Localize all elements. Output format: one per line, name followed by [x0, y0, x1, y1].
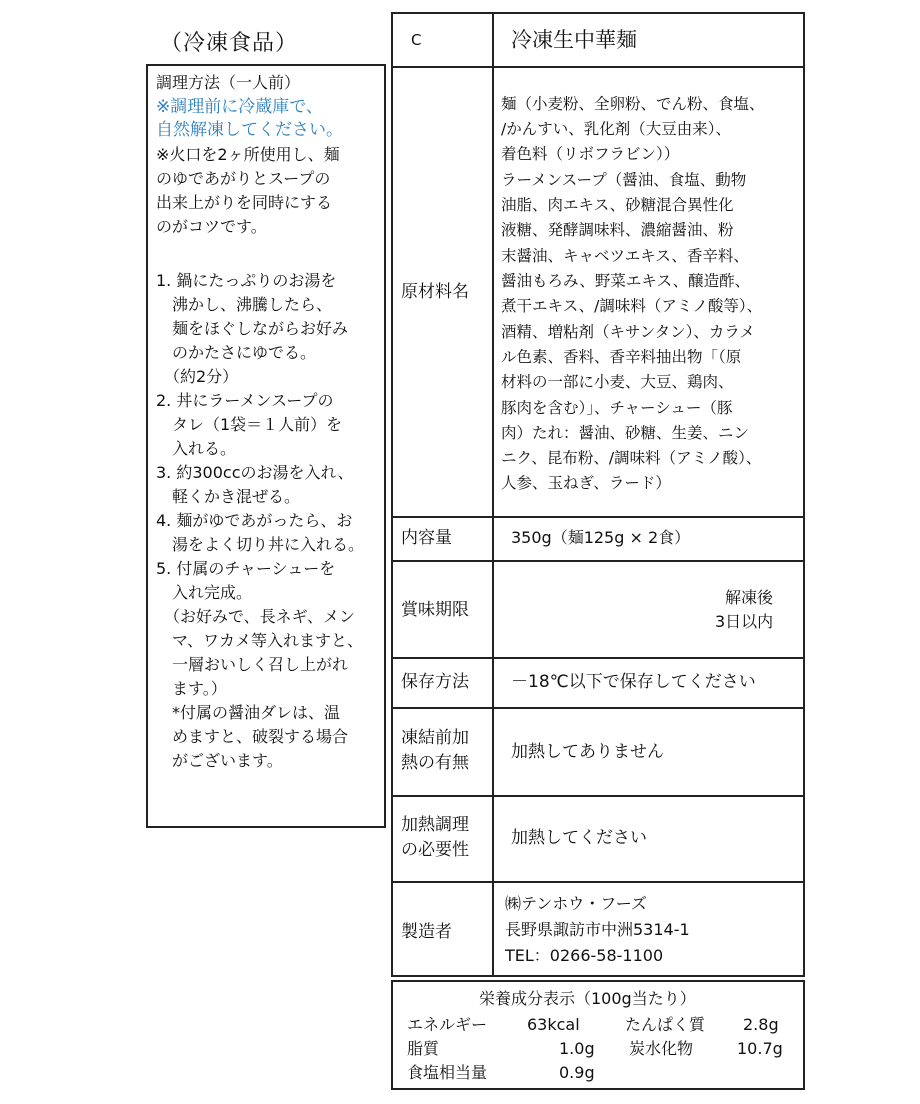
preheat-label: 熱の有無	[401, 753, 469, 773]
row-divider	[393, 795, 803, 797]
header-label: C	[411, 31, 422, 49]
cooking-tip-line: のがコツです。	[156, 217, 267, 236]
protein-value: 2.8g	[743, 1015, 779, 1034]
ingredient-line: 酒精、増粘剤（キサンタン）、カラメ	[501, 323, 755, 341]
cooking-step-line: 麺をほぐしながらお好み	[156, 319, 349, 338]
cooking-step-line: 入れる。	[156, 439, 237, 458]
ingredient-line: 着色料（リボフラビン））	[501, 145, 680, 163]
cooking-step-line: 4. 麺がゆであがったら、お	[156, 511, 353, 530]
content-value: 350g（麺125g × 2食）	[511, 528, 691, 547]
cooking-step-line: ます。）	[156, 679, 227, 698]
cooking-step-line: 1. 鍋にたっぷりのお湯を	[156, 271, 337, 290]
cooking-step-line: マ、ワカメ等入れますと、	[156, 631, 364, 650]
cooking-step-line: 3. 約300ccのお湯を入れ、	[156, 463, 354, 482]
heating-label: 加熱調理	[401, 815, 469, 835]
nutrition-title: 栄養成分表示（100g当たり）	[479, 989, 696, 1008]
cooking-step-line: （約2分）	[156, 367, 239, 386]
ingredient-line: ル色素、香料、香辛料抽出物「（原	[501, 348, 742, 366]
cooking-step-line: *付属の醤油ダレは、温	[156, 703, 341, 722]
cooking-title: 調理方法（一人前）	[156, 73, 301, 92]
expiry-line: 3日以内	[715, 612, 774, 631]
preheat-label: 凍結前加	[401, 728, 469, 748]
content-label: 内容量	[401, 528, 452, 548]
cooking-step-line: 入れ完成。	[156, 583, 253, 602]
storage-label: 保存方法	[401, 672, 469, 692]
cooking-step-line: 湯をよく切り丼に入れる。	[156, 535, 365, 554]
maker-label: 製造者	[401, 922, 452, 942]
carb-label: 炭水化物	[629, 1039, 694, 1058]
maker-line: TEL：0266-58-1100	[505, 946, 664, 965]
expiry-label: 賞味期限	[401, 600, 469, 620]
ingredient-line: 材料の一部に小麦、大豆、鶏肉、	[501, 373, 734, 391]
product-name: 冷凍生中華麺	[511, 28, 637, 52]
frozen-food-label: （冷凍食品）	[160, 31, 299, 56]
maker-line: ㈱テンホウ・フーズ	[505, 894, 647, 913]
cooking-tip-line: ※火口を2ヶ所使用し、麺	[156, 145, 340, 164]
cooking-step-line: 沸かし、沸騰したら、	[156, 295, 333, 314]
carb-value: 10.7g	[737, 1039, 783, 1058]
ingredient-line: 煮干エキス、/調味料（アミノ酸等）、	[501, 297, 763, 315]
cooking-instructions-box	[146, 64, 386, 828]
row-divider	[393, 657, 803, 659]
cooking-notice-line: 自然解凍してください。	[156, 120, 343, 140]
salt-value: 0.9g	[559, 1063, 595, 1082]
cooking-step-line: 2. 丼にラーメンスープの	[156, 391, 334, 410]
cooking-step-line: がございます。	[156, 751, 283, 770]
ingredient-line: ニク、昆布粉、/調味料（アミノ酸）、	[501, 449, 762, 467]
preheat-value: 加熱してありません	[511, 742, 664, 762]
cooking-notice-line: ※調理前に冷蔵庫で、	[156, 97, 323, 117]
ingredient-line: ラーメンスープ（醤油、食塩、動物	[501, 171, 747, 189]
row-divider	[393, 516, 803, 518]
ingredient-line: 豚肉を含む）」、チャーシュー（豚	[501, 399, 733, 417]
cooking-step-line: タレ（1袋＝１人前）を	[156, 415, 343, 434]
ingredients-label: 原材料名	[401, 282, 469, 302]
energy-value: 63kcal	[527, 1015, 580, 1034]
fat-value: 1.0g	[559, 1039, 595, 1058]
storage-value: －18℃以下で保存してください	[511, 672, 756, 692]
maker-line: 長野県諏訪市中洲5314-1	[505, 920, 690, 939]
salt-label: 食塩相当量	[407, 1063, 488, 1082]
row-divider	[393, 881, 803, 883]
table-column-divider	[492, 14, 494, 975]
row-divider	[393, 707, 803, 709]
heating-value: 加熱してください	[511, 828, 647, 848]
row-divider	[393, 66, 803, 68]
row-divider	[393, 560, 803, 562]
cooking-step-line: 軽くかき混ぜる。	[156, 487, 301, 506]
heating-label: の必要性	[401, 840, 469, 860]
cooking-tip-line: のゆであがりとスープの	[156, 169, 331, 188]
fat-label: 脂質	[407, 1039, 440, 1058]
energy-label: エネルギー	[407, 1015, 488, 1034]
ingredient-line: 人参、玉ねぎ、ラード）	[501, 474, 671, 492]
ingredient-line: 液糖、発酵調味料、濃縮醤油、粉	[501, 221, 734, 239]
cooking-tip-line: 出来上がりを同時にする	[156, 193, 333, 212]
ingredient-line: 油脂、肉エキス、砂糖混合異性化	[501, 196, 734, 214]
ingredient-line: 醤油もろみ、野菜エキス、醸造酢、	[501, 272, 751, 290]
ingredient-line: /かんすい、乳化剤（大豆由来）、	[501, 120, 731, 138]
product-info-table	[391, 12, 805, 977]
cooking-step-line: （お好みで、長ネギ、メン	[156, 607, 356, 626]
expiry-line: 解凍後	[725, 588, 774, 607]
cooking-step-line: めますと、破裂する場合	[156, 727, 349, 746]
ingredient-line: 麺（小麦粉、全卵粉、でん粉、食塩、	[501, 95, 765, 113]
ingredient-line: 肉）たれ：醤油、砂糖、生姜、ニン	[501, 424, 750, 442]
cooking-step-line: のかたさにゆでる。	[156, 343, 317, 362]
cooking-step-line: 5. 付属のチャーシューを	[156, 559, 336, 578]
protein-label: たんぱく質	[625, 1015, 706, 1034]
nutrition-facts-box	[391, 980, 805, 1090]
cooking-step-line: 一層おいしく召し上がれ	[156, 655, 349, 674]
ingredient-line: 末醤油、キャベツエキス、香辛料、	[501, 247, 749, 265]
